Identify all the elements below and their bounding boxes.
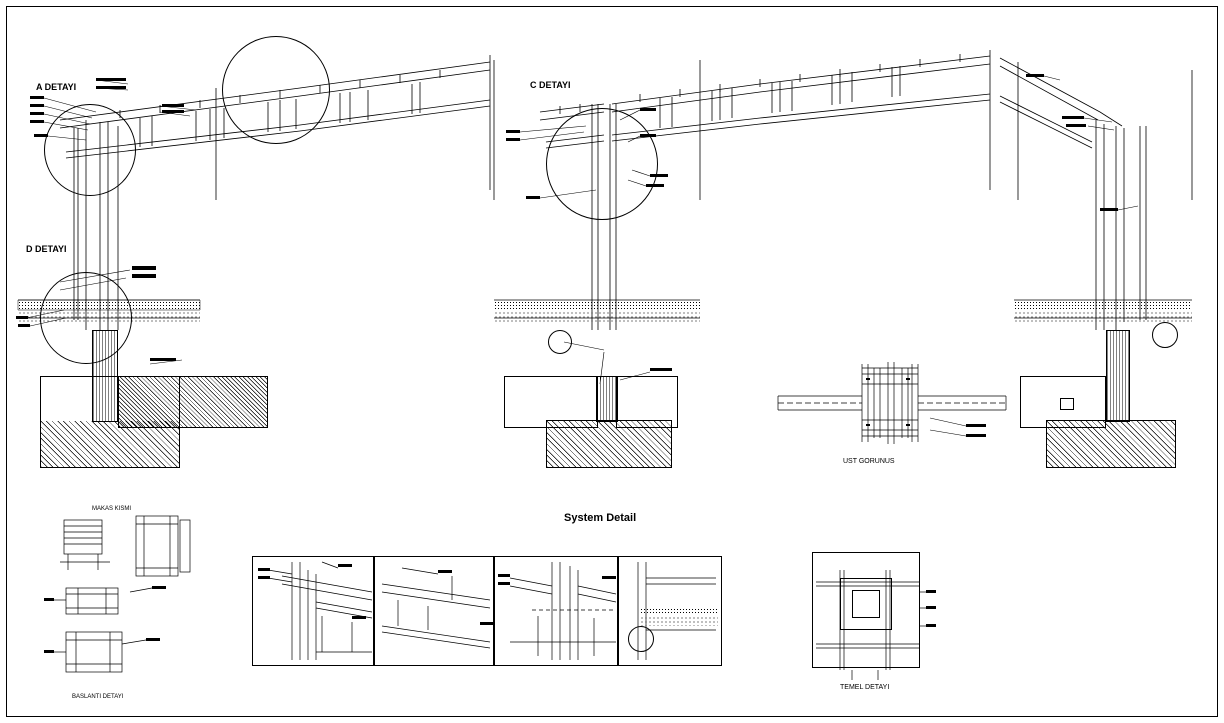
panel4-bubble xyxy=(628,626,654,652)
ground-fill-right xyxy=(1014,301,1192,310)
system-detail-title: System Detail xyxy=(564,512,637,524)
pedestal-right-hatch xyxy=(1107,331,1129,421)
panel4-ground xyxy=(640,608,718,615)
label-detail-c: C DETAYI xyxy=(530,80,571,90)
label-makas-kismi: MAKAS KISMI xyxy=(92,506,132,512)
panel4-soil xyxy=(640,616,718,626)
label-top-view: UST GORUNUS xyxy=(843,458,895,465)
detail-bubble-base-right xyxy=(1152,322,1178,348)
label-detail-a: A DETAYI xyxy=(36,82,77,92)
label-temel-detayi: TEMEL DETAYI xyxy=(840,684,890,691)
label-detail-d: D DETAYI xyxy=(26,244,67,254)
label-baslanti-detayi: BASLANTI DETAYI xyxy=(72,694,124,700)
ground-fill-center xyxy=(494,301,700,310)
